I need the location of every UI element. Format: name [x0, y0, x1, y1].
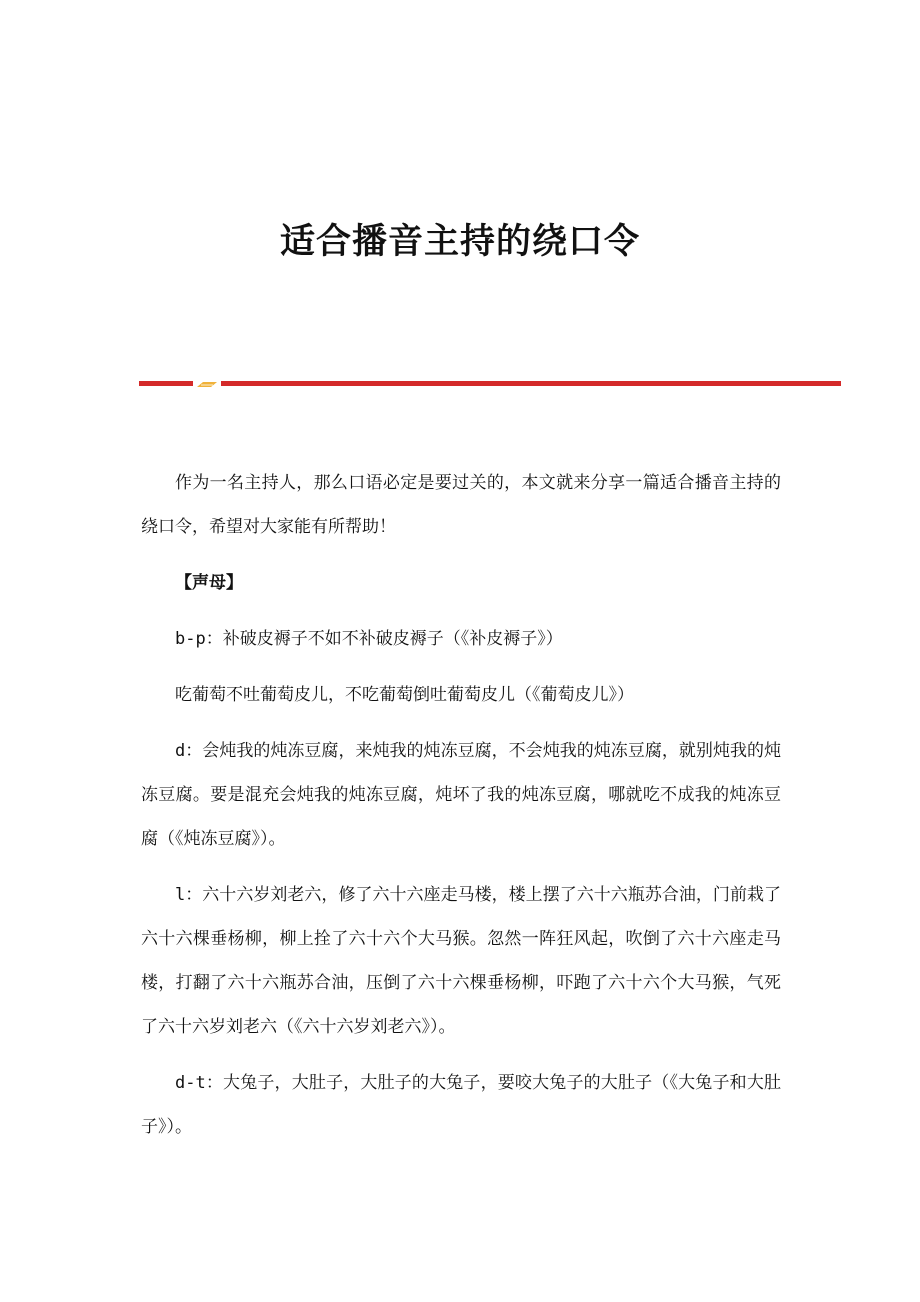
intro-paragraph: 作为一名主持人，那么口语必定是要过关的，本文就来分享一篇适合播音主持的绕口令，希望对大家能有所帮助！ [141, 473, 781, 537]
paragraph-label: b-p： [175, 629, 223, 649]
tongue-twister-dt: d-t：大兔子，大肚子，大肚子的大兔子，要咬大兔子的大肚子（《大兔子和大肚子》）。 [141, 1073, 781, 1137]
tongue-twister-d: d：会炖我的炖冻豆腐，来炖我的炖冻豆腐，不会炖我的炖冻豆腐，就别炖我的炖冻豆腐。要是混充会炖我的炖冻豆腐，炖坏了我的炖冻豆腐，哪就吃不成我的炖冻豆腐（《炖冻豆腐》）。 [141, 741, 781, 849]
paragraph-label: l： [175, 885, 203, 905]
title-divider-left [139, 381, 193, 386]
paragraph-label: d-t： [175, 1073, 224, 1093]
divider-ornament-icon [197, 381, 217, 388]
title-divider-right [221, 381, 841, 386]
document-body [141, 461, 781, 1161]
tongue-twister-grape-skin: 吃葡萄不吐葡萄皮儿，不吃葡萄倒吐葡萄皮儿（《葡萄皮儿》） [175, 685, 634, 705]
document-title: 适合播音主持的绕口令 [279, 221, 640, 262]
section-heading-initials: 【声母】 [175, 573, 243, 593]
tongue-twister-l: l：六十六岁刘老六，修了六十六座走马楼，楼上摆了六十六瓶苏合油，门前栽了六十六棵垂杨柳，柳上拴了六十六个大马猴。忽然一阵狂风起，吹倒了六十六座走马楼，打翻了六十六瓶苏合油，压倒了六十六棵垂杨柳，吓跑了六十六个大马猴，气死了六十六岁刘老六（《六十六岁刘老六》）。 [141, 885, 781, 1037]
tongue-twister-bp: b-p：补破皮褥子不如不补破皮褥子（《补皮褥子》） [175, 629, 563, 649]
paragraph-label: d： [175, 741, 203, 761]
